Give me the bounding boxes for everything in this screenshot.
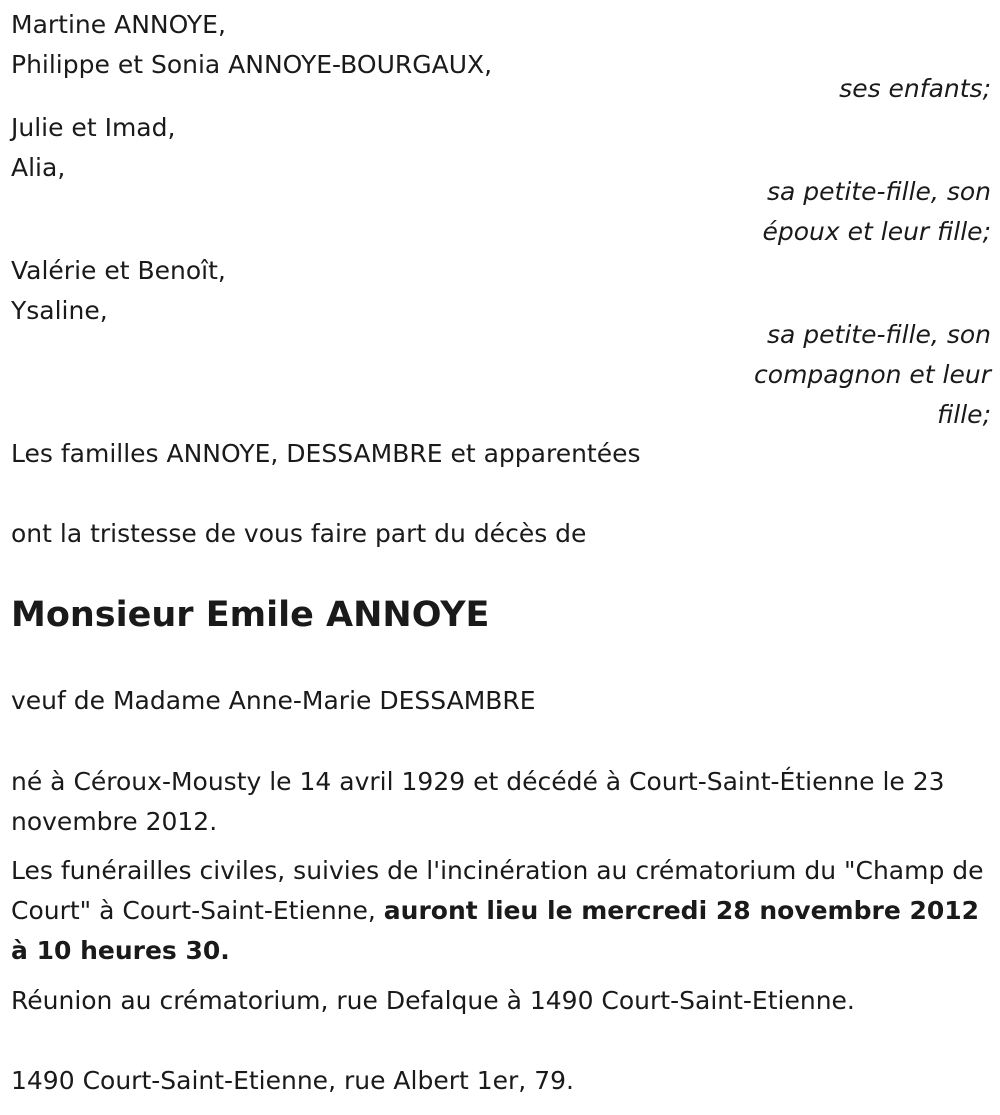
children-role: ses enfants;: [839, 74, 991, 103]
announcement-text: ont la tristesse de vous faire part du décès de: [11, 519, 587, 548]
families-line: Les familles ANNOYE, DESSAMBRE et apparentées: [11, 439, 641, 468]
deceased-name-section: [11, 593, 991, 638]
meeting-section: [11, 981, 991, 1021]
grandchild2-role-section: [11, 315, 991, 435]
grandchild1-role-line-2: époux et leur fille;: [762, 217, 991, 246]
announcement-section: [11, 514, 991, 554]
children-line-1: Martine ANNOYE,: [11, 10, 226, 39]
children-line-2: Philippe et Sonia ANNOYE-BOURGAUX,: [11, 50, 493, 79]
spouse-text: veuf de Madame Anne-Marie DESSAMBRE: [11, 686, 536, 715]
grandchild2-role-line-2: compagnon et leur: [754, 360, 991, 389]
deceased-name: Monsieur Emile ANNOYE: [11, 595, 490, 635]
grandchild1-role-line-1: sa petite-fille, son: [767, 177, 991, 206]
grandchild1-line-2: Alia,: [11, 153, 66, 182]
spouse-section: [11, 681, 991, 721]
grandchild2-role-line-3: fille;: [937, 400, 991, 429]
grandchild1-line-1: Julie et Imad,: [11, 113, 176, 142]
address-text: 1490 Court-Saint-Etienne, rue Albert 1er, 79.: [11, 1066, 574, 1095]
address-section: [11, 1061, 991, 1101]
grandchild2-role-line-1: sa petite-fille, son: [767, 320, 991, 349]
funeral-section: [11, 851, 991, 971]
birth-death-text: né à Céroux-Mousty le 14 avril 1929 et décédé à Court-Saint-Étienne le 23 novembre 2012.: [11, 767, 945, 836]
birth-death-section: [11, 762, 991, 842]
families-section: [11, 434, 991, 474]
grandchild1-role-section: [11, 172, 991, 252]
grandchild2-line-2: Ysaline,: [11, 296, 108, 325]
funeral-intro: Les funérailles civiles, suivies de l'incinération au crématorium du "Champ de Court" à Court-Saint-Etienne,: [11, 856, 984, 925]
funeral-datetime: auront lieu le mercredi 28 novembre 2012 à 10 heures 30.: [11, 896, 980, 965]
meeting-text: Réunion au crématorium, rue Defalque à 1490 Court-Saint-Etienne.: [11, 986, 855, 1015]
grandchild2-line-1: Valérie et Benoît,: [11, 256, 226, 285]
children-role-section: [11, 69, 991, 109]
